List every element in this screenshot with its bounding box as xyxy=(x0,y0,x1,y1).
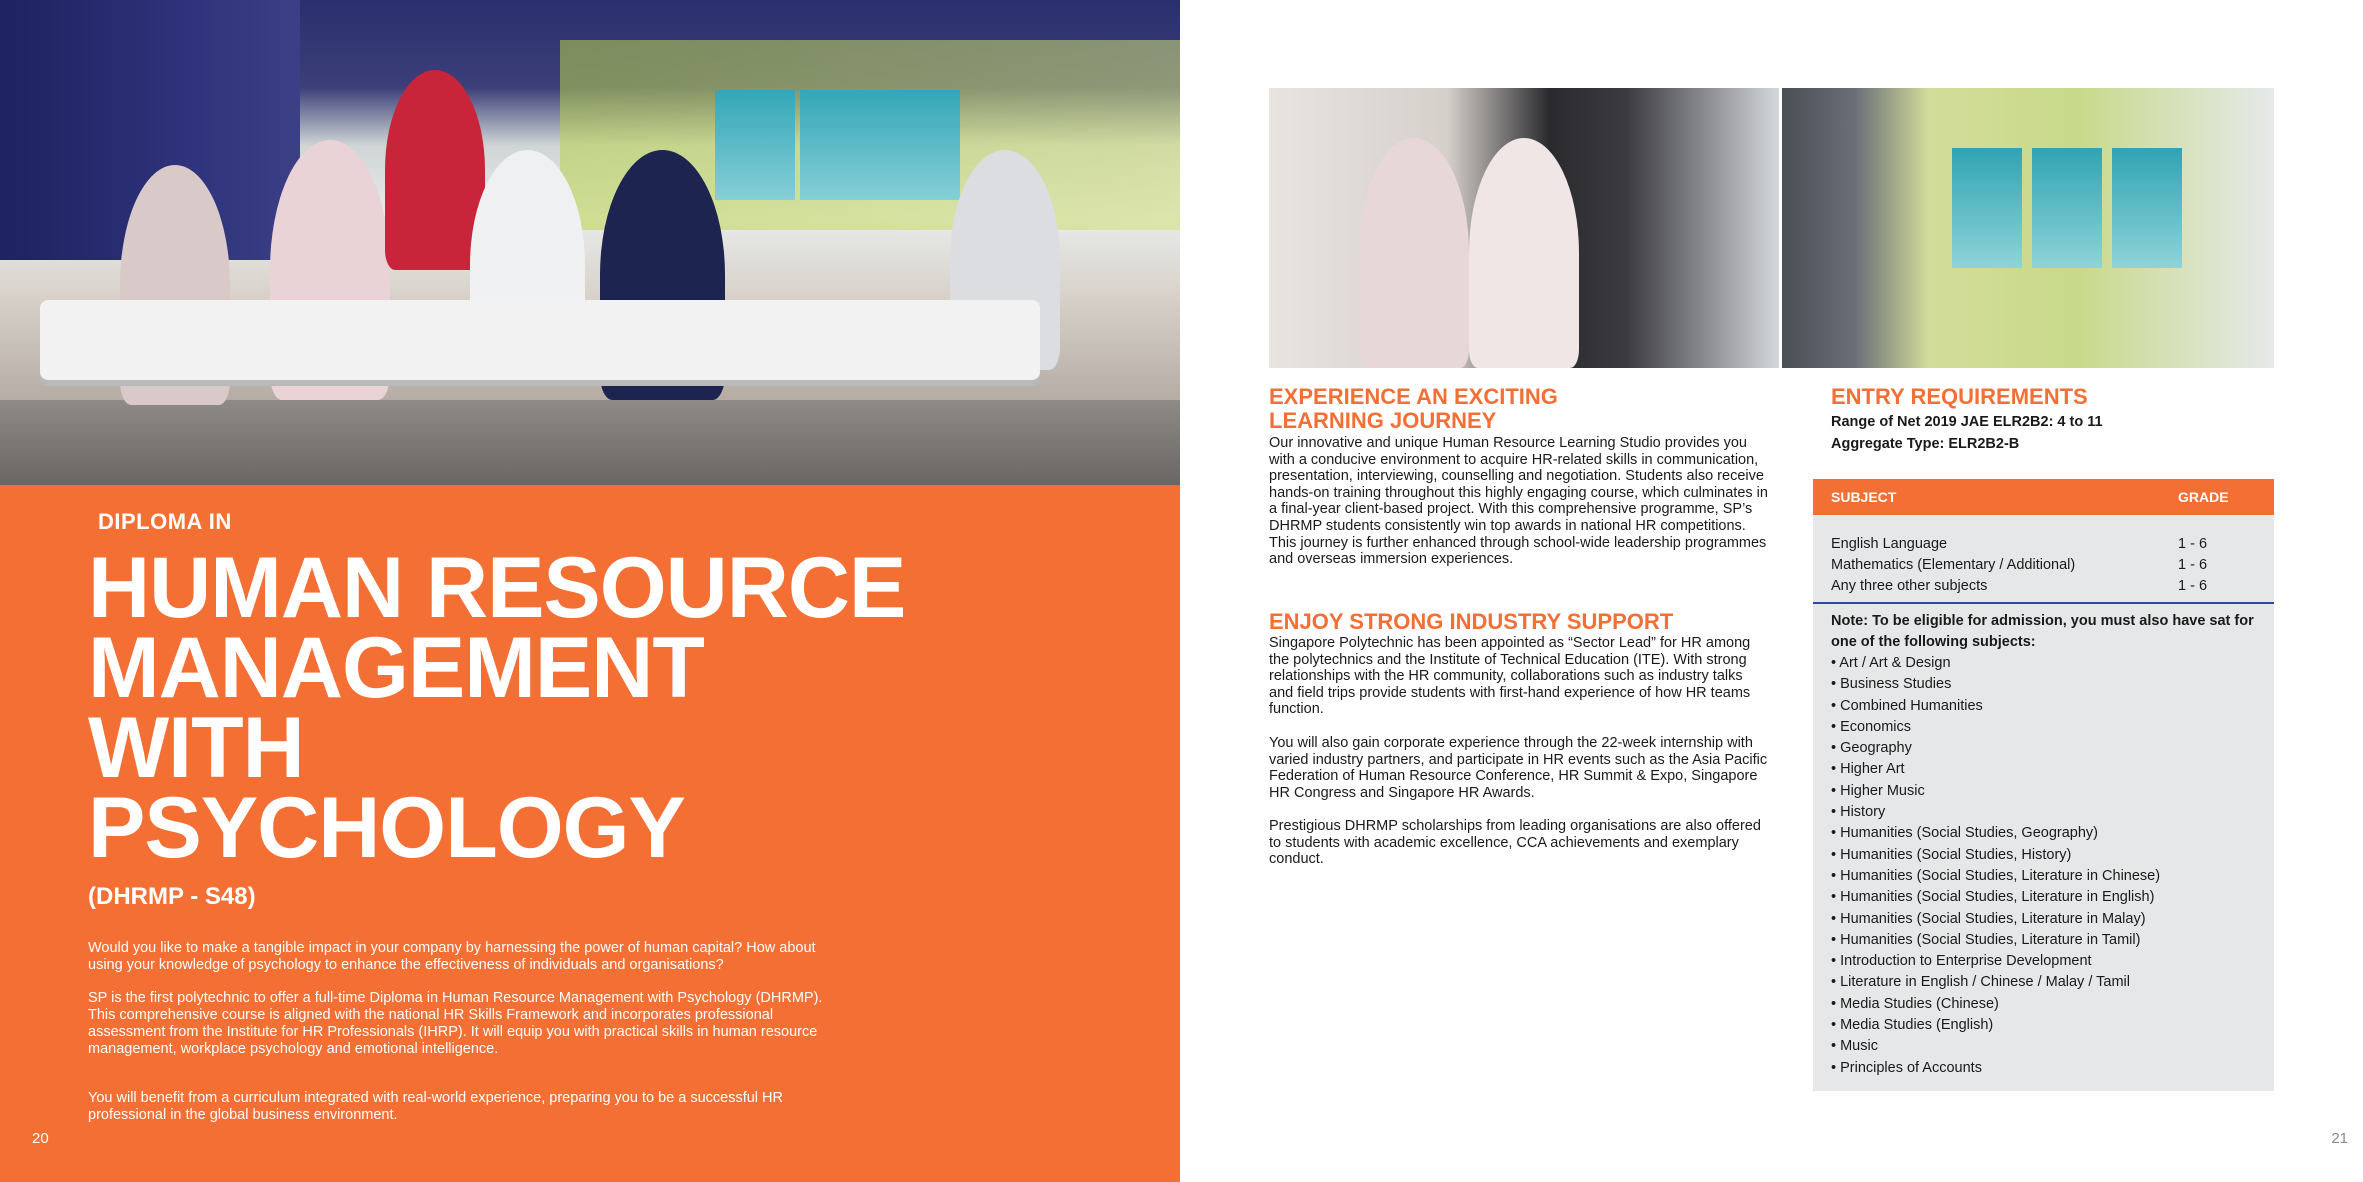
left-page xyxy=(0,0,1180,1182)
list-item: • Art / Art & Design xyxy=(1831,655,1951,671)
experience-heading-line: LEARNING JOURNEY xyxy=(1269,408,1497,433)
list-item: • Higher Art xyxy=(1831,761,1905,778)
course-title-line: MANAGEMENT xyxy=(88,620,704,716)
intro-paragraph: Would you like to make a tangible impact in your company by harnessing the power of human capital? How about using your knowledge of psychology to enhance the effectiveness of individuals and organisations? xyxy=(88,940,816,973)
table-row xyxy=(1813,555,2274,576)
list-item: • Humanities (Social Studies, Literature in Tamil) xyxy=(1831,931,2141,948)
list-item: • Business Studies xyxy=(1831,676,1952,693)
industry-paragraph: Prestigious DHRMP scholarships from leading organisations are also offered to students with academic excellence, CCA achievements and exemplary conduct. xyxy=(1269,818,1761,868)
experience-heading-line: EXPERIENCE AN EXCITING xyxy=(1269,384,1558,409)
table-row xyxy=(1813,534,2274,555)
list-item: • Media Studies (Chinese) xyxy=(1831,995,1999,1012)
header-subject: SUBJECT xyxy=(1831,489,1897,505)
list-item: • Humanities (Social Studies, History) xyxy=(1831,846,2072,863)
right-page xyxy=(1182,0,2363,1182)
course-title-line: PSYCHOLOGY xyxy=(88,780,685,876)
course-title-line: WITH xyxy=(88,700,304,796)
eligibility-note: Note: To be eligible for admission, you must also have sat for one of the following subjects: xyxy=(1831,613,2254,651)
list-item: • Principles of Accounts xyxy=(1831,1059,1982,1076)
learning-studio-photo xyxy=(1782,88,2274,368)
table-divider xyxy=(1813,602,2274,604)
industry-heading: ENJOY STRONG INDUSTRY SUPPORT xyxy=(1269,609,1674,634)
intro-paragraph: You will benefit from a curriculum integrated with real-world experience, preparing you to be a successful HR professional in the global business environment. xyxy=(88,1090,783,1123)
subject-list xyxy=(1831,653,2261,1079)
row-subject: Mathematics (Elementary / Additional) xyxy=(1831,557,2076,573)
list-item: • Geography xyxy=(1831,740,1912,757)
list-item: • Music xyxy=(1831,1038,1878,1055)
list-item: • Economics xyxy=(1831,718,1912,735)
classroom-photo xyxy=(0,0,1180,485)
experience-body: Our innovative and unique Human Resource Learning Studio provides you with a conducive environment to acquire HR-related skills in communication, presentation, interviewing, counselling and negotiation. Students also receive hands-on training throughout this highly engaging course, which culminates in a final-year client-based project. With this comprehensive programme, SP’s DHRMP students consistently win top awards in national HR competitions. This journey is further enhanced through school-wide leadership programmes and overseas immersion experiences. xyxy=(1269,435,1768,568)
header-grade: GRADE xyxy=(2178,489,2229,505)
row-subject: English Language xyxy=(1831,536,1948,552)
row-grade: 1 - 6 xyxy=(2178,578,2208,594)
entry-aggregate: Aggregate Type: ELR2B2-B xyxy=(1831,436,2020,452)
page-number-left: 20 xyxy=(32,1130,49,1147)
industry-paragraph: Singapore Polytechnic has been appointed as “Sector Lead” for HR among the polytechnics and the Institute of Technical Education (ITE). With strong relationships with the HR community, collaborations such as industry talks and field trips provide students with first-hand experience of how HR teams function. xyxy=(1269,635,1751,718)
course-title xyxy=(88,540,1088,876)
row-grade: 1 - 6 xyxy=(2178,557,2208,573)
page-number-right: 21 xyxy=(2331,1130,2348,1147)
list-item: • Humanities (Social Studies, Literature in Chinese) xyxy=(1831,867,2161,884)
eyebrow-label: DIPLOMA IN xyxy=(98,509,232,534)
list-item: • Humanities (Social Studies, Literature in Malay) xyxy=(1831,910,2146,927)
intro-paragraph: SP is the first polytechnic to offer a full-time Diploma in Human Resource Management with Psychology (DHRMP). This comprehensive course is aligned with the national HR Skills Framework and incorporates professional assessment from the Institute for HR Professionals (IHRP). It will equip you with practical skills in human resource management, workplace psychology and emotional intelligence. xyxy=(88,990,823,1057)
list-item: • Humanities (Social Studies, Literature in English) xyxy=(1831,889,2155,906)
entry-heading: ENTRY REQUIREMENTS xyxy=(1831,384,2088,409)
students-presenting-photo xyxy=(1269,88,1779,368)
row-subject: Any three other subjects xyxy=(1831,578,1988,594)
table-row xyxy=(1813,576,2274,597)
list-item: • Media Studies (English) xyxy=(1831,1017,1994,1034)
course-code: (DHRMP - S48) xyxy=(88,883,256,910)
course-title-line: HUMAN RESOURCE xyxy=(88,540,906,636)
list-item: • Humanities (Social Studies, Geography) xyxy=(1831,825,2099,842)
experience-heading xyxy=(1269,385,1769,433)
entry-range: Range of Net 2019 JAE ELR2B2: 4 to 11 xyxy=(1831,414,2103,430)
list-item: • History xyxy=(1831,804,1886,821)
industry-paragraph: You will also gain corporate experience through the 22-week internship with varied industry partners, and participate in HR events such as the Asia Pacific Federation of Human Resource Conference, HR Summit & Expo, Singapore HR Congress and Singapore HR Awards. xyxy=(1269,735,1768,801)
list-item: • Literature in English / Chinese / Malay / Tamil xyxy=(1831,974,2130,991)
entry-requirements-table xyxy=(1813,479,2274,1091)
list-item: • Introduction to Enterprise Development xyxy=(1831,953,2092,970)
row-grade: 1 - 6 xyxy=(2178,536,2208,552)
list-item: • Higher Music xyxy=(1831,782,1925,799)
list-item: • Combined Humanities xyxy=(1831,697,1983,714)
table-header xyxy=(1813,479,2274,515)
